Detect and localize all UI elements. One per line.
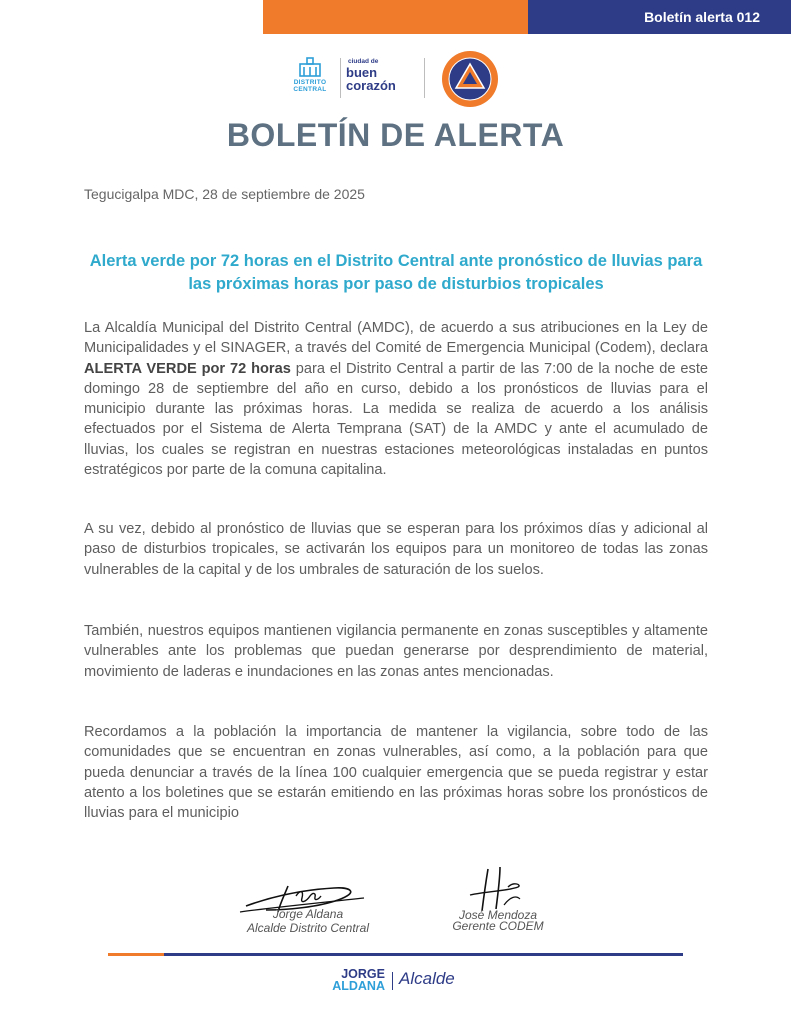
signatory-role: Alcalde Distrito Central (246, 921, 370, 935)
page-title: BOLETÍN DE ALERTA (226, 117, 565, 153)
logo-row (0, 50, 791, 108)
headline: Alerta verde por 72 horas en el Distrito Central ante pronóstico de lluvias para las próximas horas por paso de disturbios tropicales (89, 252, 703, 293)
dateline: Tegucigalpa MDC, 28 de septiembre de 2025 (84, 186, 365, 202)
distrito-central-text-1: DISTRITO (293, 79, 327, 86)
paragraph-2: A su vez, debido al pronóstico de lluvias que se esperan para los próximos días y adicional al paso de disturbios tropicales, se activarán los equipos para un monitoreo de todas las zonas vulnerables de la capital y de los umbrales de saturación de los suelos. (84, 521, 708, 578)
logo-divider (340, 58, 341, 98)
footer-rule (108, 953, 683, 956)
logo-divider (424, 58, 425, 98)
signatory-name: Jorge Aldana (272, 907, 344, 921)
alert-level-emphasis: ALERTA VERDE por 72 horas (84, 360, 291, 377)
footer-name-line-2: ALDANA (332, 979, 385, 993)
footer-branding (0, 968, 791, 998)
footer-mayor-name (323, 968, 385, 992)
banner-orange-segment (263, 0, 528, 34)
buen-corazon-text-3: corazón (346, 78, 396, 93)
paragraph-4: Recordamos a la población la importancia de mantener la vigilancia, sobre todo de las comunidades que se encuentran en zonas vulnerables, así como, a la población para que pueda denunciar a través de la línea 100 cualquier emergencia que se pueda registrar y estar atento a los boletines que se estarán emitiendo en las próximas horas sobre los pronósticos de lluvias para el municipio (84, 724, 708, 822)
distrito-central-building-icon (298, 56, 322, 78)
footer-rule-orange (108, 953, 164, 956)
paragraph-1-start: La Alcaldía Municipal del Distrito Central (AMDC), de acuerdo a sus atribuciones en la Ley de Municipalidades y el SINAGER, a través del Comité de Emergencia Municipal (Codem), declara (84, 320, 708, 357)
signature-block-codem (448, 865, 548, 935)
paragraph-1 (84, 318, 708, 480)
top-banner (0, 0, 791, 34)
distrito-central-text-2: CENTRAL (293, 86, 327, 93)
paragraph-3: También, nuestros equipos mantienen vigilancia permanente en zonas susceptibles y altamente vulnerables ante los problemas que puedan generarse por desprendimiento de material, movimiento de laderas e inundaciones en las zonas antes mencionadas. (84, 623, 708, 680)
signature-block-mayor (238, 880, 378, 936)
signatory-name: José Mendoza (458, 908, 538, 922)
paragraph-1-end: para el Distrito Central a partir de las 7:00 de la noche de este domingo 28 de septiembre del año en curso, debido a los pronósticos de lluvias para el municipio durante las próximas horas. La medida se realiza de acuerdo a los análisis efectuados por el Sistema de Alerta Temprana (SAT) de la AMDC y ante el acumulado de lluvias, los cuales se registran en nuestras estaciones meteorológicas instaladas en puntos estratégicos por parte de la comuna capitalina. (84, 360, 708, 479)
footer-divider (392, 972, 393, 990)
footer-name-line-1: JORGE (341, 967, 385, 981)
footer-role: Alcalde (399, 969, 455, 988)
footer-rule-navy (164, 953, 683, 956)
buen-corazon-logo (346, 58, 412, 98)
signatory-role: Gerente CODEM (452, 919, 544, 933)
codem-seal-icon (441, 50, 499, 108)
bulletin-number: Boletín alerta 012 (644, 9, 760, 25)
buen-corazon-text-2: buen (346, 65, 378, 80)
buen-corazon-text-1: ciudad de (348, 58, 379, 65)
distrito-central-logo (285, 56, 335, 100)
banner-white-segment (0, 0, 263, 34)
